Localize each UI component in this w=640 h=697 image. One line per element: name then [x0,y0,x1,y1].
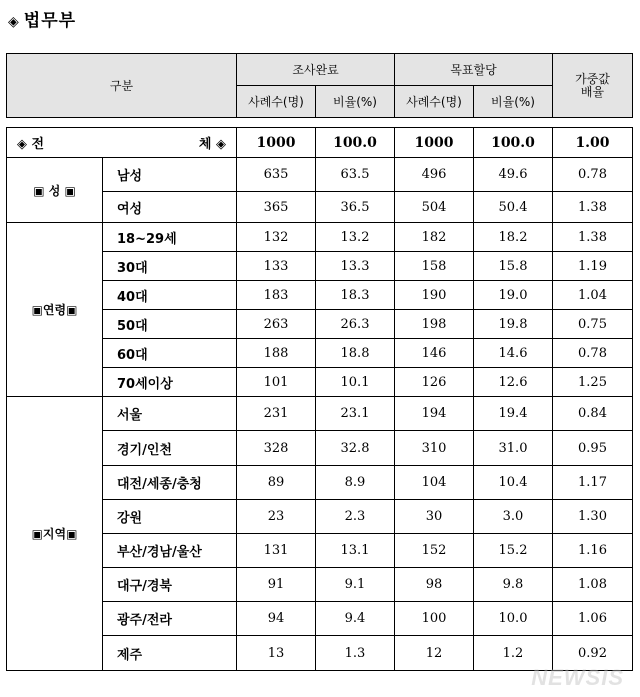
cell-ta-ratio: 1.2 [474,636,553,671]
cell-ta-ratio: 3.0 [474,500,553,534]
row-label [103,636,237,671]
cell-ta-ratio: 14.6 [474,339,553,368]
row-label [103,223,237,252]
row-label [103,602,237,636]
cell-weight: 1.25 [553,368,633,397]
row-label-text: 남성 [117,169,143,184]
header-weight: 가중값 배율 [553,54,633,118]
cell-sc-cases: 365 [237,192,316,223]
cell-sc-cases: 91 [237,568,316,602]
group-label: ▣연령▣ [7,223,103,397]
cell-sc-ratio: 9.1 [316,568,395,602]
cell-ta-cases: 152 [395,534,474,568]
total-label-right: 체 ◈ [198,137,226,152]
cell-ta-ratio: 10.4 [474,466,553,500]
row-label-text: 부산/경남/울산 [117,545,202,560]
cell-sc-cases: 635 [237,158,316,192]
cell-sc-cases: 131 [237,534,316,568]
row-label-text: 여성 [117,201,143,217]
group-label: ▣ 성 ▣ [7,158,103,223]
cell-weight: 0.78 [553,158,633,192]
cell-ta-cases: 310 [395,431,474,466]
cell-ta-cases: 504 [395,192,474,223]
row-label-text: 30대 [117,260,148,276]
cell-sc-ratio: 1.3 [316,636,395,671]
row-label-text: 광주/전라 [117,613,172,628]
row-label-text: 서울 [117,408,143,423]
cell-ta-cases: 496 [395,158,474,192]
row-label-text: 60대 [117,347,148,363]
cell-sc-cases: 132 [237,223,316,252]
row-label [103,339,237,368]
row-label-text: 40대 [117,289,148,305]
cell-sc-ratio: 36.5 [316,192,395,223]
cell-ta-ratio: 18.2 [474,223,553,252]
cell-ta-cases: 30 [395,500,474,534]
cell-ta-ratio: 50.4 [474,192,553,223]
row-label [103,431,237,466]
row-label-text: 강원 [117,511,143,526]
cell-weight: 1.30 [553,500,633,534]
cell-sc-cases: 328 [237,431,316,466]
cell-ta-ratio: 19.8 [474,310,553,339]
cell-weight: 1.38 [553,223,633,252]
header-target-alloc: 목표할당 [395,54,553,86]
cell-sc-cases: 94 [237,602,316,636]
cell-sc-cases: 89 [237,466,316,500]
header-ta-cases: 사례수(명) [395,86,474,118]
cell-ta-cases: 182 [395,223,474,252]
cell-weight: 1.19 [553,252,633,281]
cell-ta-cases: 104 [395,466,474,500]
cell-ta-ratio: 9.8 [474,568,553,602]
table-row [7,397,633,431]
cell-sc-ratio: 26.3 [316,310,395,339]
cell-ta-ratio: 15.8 [474,252,553,281]
cell-ta-cases: 146 [395,339,474,368]
row-label [103,397,237,431]
cell-weight: 1.16 [553,534,633,568]
cell-sc-ratio: 13.2 [316,223,395,252]
row-label [103,281,237,310]
cell-sc-ratio: 10.1 [316,368,395,397]
cell-weight: 1.08 [553,568,633,602]
cell-weight: 1.38 [553,192,633,223]
header-sc-cases: 사례수(명) [237,86,316,118]
cell-sc-cases: 231 [237,397,316,431]
diamond-icon: ◈ [8,14,20,30]
cell-sc-cases: 133 [237,252,316,281]
row-label [103,368,237,397]
cell-sc-cases: 188 [237,339,316,368]
cell-ta-ratio: 12.6 [474,368,553,397]
row-label-text: 경기/인천 [117,442,172,458]
watermark-text: NEWSIS [531,665,624,690]
cell-ta-cases: 158 [395,252,474,281]
total-ta-ratio: 100.0 [474,128,553,158]
cell-sc-ratio: 13.1 [316,534,395,568]
cell-weight: 0.78 [553,339,633,368]
cell-ta-cases: 198 [395,310,474,339]
cell-ta-ratio: 19.0 [474,281,553,310]
cell-sc-ratio: 9.4 [316,602,395,636]
cell-ta-ratio: 49.6 [474,158,553,192]
row-label [103,500,237,534]
cell-sc-ratio: 32.8 [316,431,395,466]
row-label [103,568,237,602]
page-title-text: 법무부 [23,11,77,31]
table-row [7,223,633,252]
row-label-text: 50대 [117,318,148,334]
cell-weight: 1.04 [553,281,633,310]
header-ta-ratio: 비율(%) [474,86,553,118]
cell-sc-ratio: 2.3 [316,500,395,534]
cell-sc-cases: 13 [237,636,316,671]
cell-weight: 0.84 [553,397,633,431]
group-label: ▣지역▣ [7,397,103,671]
row-label [103,192,237,223]
total-sc-cases: 1000 [237,128,316,158]
cell-ta-cases: 100 [395,602,474,636]
cell-sc-cases: 263 [237,310,316,339]
cell-ta-cases: 194 [395,397,474,431]
row-label [103,252,237,281]
row-label [103,158,237,192]
cell-ta-cases: 190 [395,281,474,310]
cell-sc-cases: 101 [237,368,316,397]
cell-ta-cases: 12 [395,636,474,671]
cell-ta-cases: 98 [395,568,474,602]
cell-ta-ratio: 15.2 [474,534,553,568]
cell-sc-ratio: 18.8 [316,339,395,368]
cell-ta-ratio: 19.4 [474,397,553,431]
header-survey-complete: 조사완료 [237,54,395,86]
cell-ta-cases: 126 [395,368,474,397]
cell-ta-ratio: 10.0 [474,602,553,636]
total-weight: 1.00 [553,128,633,158]
cell-weight: 1.06 [553,602,633,636]
total-label-left: ◈ 전 [17,137,45,152]
watermark-logo [531,665,624,691]
row-label-text: 70세이상 [117,376,173,392]
cell-sc-ratio: 13.3 [316,252,395,281]
total-sc-ratio: 100.0 [316,128,395,158]
row-label-text: 대전/세종/충청 [117,477,202,492]
row-label [103,534,237,568]
row-label [103,310,237,339]
row-label [103,466,237,500]
cell-sc-cases: 183 [237,281,316,310]
survey-table [6,53,633,671]
row-label-text: 18~29세 [117,231,177,247]
page-title [8,6,76,31]
row-label-text: 대구/경북 [117,579,172,594]
cell-weight: 0.92 [553,636,633,671]
cell-ta-ratio: 31.0 [474,431,553,466]
spacer-row [7,118,633,128]
cell-sc-cases: 23 [237,500,316,534]
cell-sc-ratio: 18.3 [316,281,395,310]
cell-sc-ratio: 63.5 [316,158,395,192]
cell-weight: 1.17 [553,466,633,500]
cell-weight: 0.95 [553,431,633,466]
header-category: 구분 [7,54,237,118]
row-label-text: 제주 [117,647,143,663]
header-sc-ratio: 비율(%) [316,86,395,118]
total-ta-cases: 1000 [395,128,474,158]
cell-sc-ratio: 23.1 [316,397,395,431]
total-label [7,128,237,158]
table-row [7,158,633,192]
cell-weight: 0.75 [553,310,633,339]
cell-sc-ratio: 8.9 [316,466,395,500]
